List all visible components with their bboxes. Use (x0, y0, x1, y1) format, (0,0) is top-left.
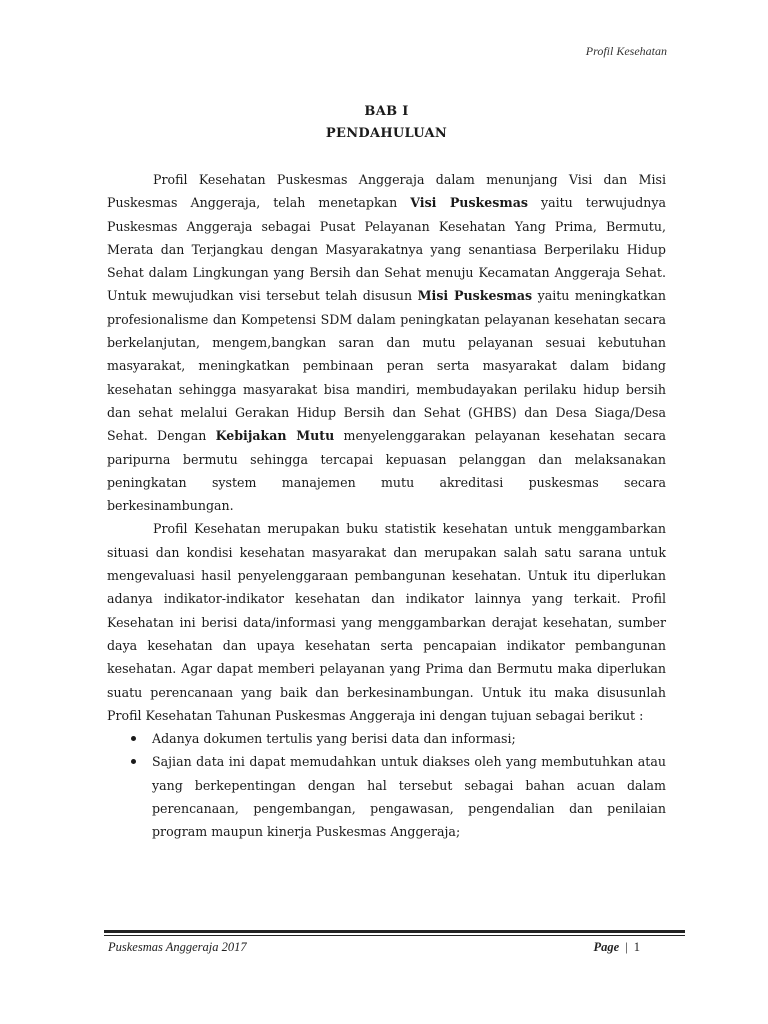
paragraph-1-text-a: Profil Kesehatan Puskesmas Anggeraja dalam menunjang Visi dan Misi Puskesmas Anggeraja, telah menetapkan (107, 172, 666, 211)
footer-divider-thick (104, 930, 685, 933)
kebijakan-mutu-term: Kebijakan Mutu (215, 428, 335, 444)
list-item (107, 727, 666, 750)
paragraph-1 (107, 168, 666, 517)
page-separator: | (625, 940, 628, 954)
page-number-block (594, 940, 640, 955)
bullet-icon (131, 759, 136, 764)
list-item-text: Sajian data ini dapat memudahkan untuk diakses oleh yang membutuhkan atau yang berkepentingan dengan hal tersebut sebagai bahan acuan dalam perencanaan, pengembangan, pengawasan, pengendalian dan penilaian program maupun kinerja Puskesmas Anggeraja; (152, 754, 666, 840)
body-text (107, 168, 666, 844)
visi-puskesmas-term: Visi Puskesmas (410, 195, 528, 211)
running-header: Profil Kesehatan (585, 44, 667, 58)
chapter-number: BAB I (364, 104, 409, 119)
footer-org-year: Puskesmas Anggeraja 2017 (108, 940, 247, 954)
misi-puskesmas-term: Misi Puskesmas (417, 288, 533, 304)
page-label: Page (593, 940, 620, 954)
footer-divider-thin (104, 935, 685, 936)
paragraph-1-text-c: yaitu meningkatkan profesionalisme dan Kompetensi SDM dalam peningkatan pelayanan kesehatan secara berkelanjutan, mengem,bangkan saran dan mutu pelayanan sesuai kebutuhan masyarakat, meningkatkan pembinaan peran serta masyarakat dalam bidang kesehatan sehingga masyarakat bisa mandiri, membudayakan perilaku hidup bersih dan sehat melalui Gerakan Hidup Bersih dan Sehat (GHBS) dan Desa Siaga/Desa Sehat. Dengan (107, 288, 666, 444)
list-item-text: Adanya dokumen tertulis yang berisi data dan informasi; (152, 731, 516, 747)
paragraph-1-text-b: yaitu terwujudnya Puskesmas Anggeraja sebagai Pusat Pelayanan Kesehatan Yang Prima, Bermutu, Merata dan Terjangkau dengan Masyarakatnya yang senantiasa Berperilaku Hidup Sehat dalam Lingkungan yang Bersih dan Sehat menuju Kecamatan Anggeraja Sehat. Untuk mewujudkan visi tersebut telah disusun (107, 195, 667, 304)
paragraph-1-text-d: menyelenggarakan pelayanan kesehatan secara paripurna bermutu sehingga tercapai kepuasan pelanggan dan melaksanakan peningkatan system manajemen mutu akreditasi puskesmas secara berkesinambungan. (107, 428, 666, 514)
objectives-list (107, 727, 666, 843)
list-item (107, 750, 666, 843)
page-number: 1 (633, 940, 640, 954)
paragraph-2: Profil Kesehatan merupakan buku statistik kesehatan untuk menggambarkan situasi dan kondisi kesehatan masyarakat dan merupakan salah satu sarana untuk mengevaluasi hasil penyelenggaraan pembangunan kesehatan. Untuk itu diperlukan adanya indikator-indikator kesehatan dan indikator lainnya yang terkait. Profil Kesehatan ini berisi data/informasi yang menggambarkan derajat kesehatan, sumber daya kesehatan dan upaya kesehatan serta pencapaian indikator pembangunan kesehatan. Agar dapat memberi pelayanan yang Prima dan Bermutu maka diperlukan suatu perencanaan yang baik dan berkesinambungan. Untuk itu maka disusunlah Profil Kesehatan Tahunan Puskesmas Anggeraja ini dengan tujuan sebagai berikut : (107, 521, 666, 723)
chapter-title: PENDAHULUAN (325, 126, 448, 141)
bullet-icon (131, 736, 136, 741)
